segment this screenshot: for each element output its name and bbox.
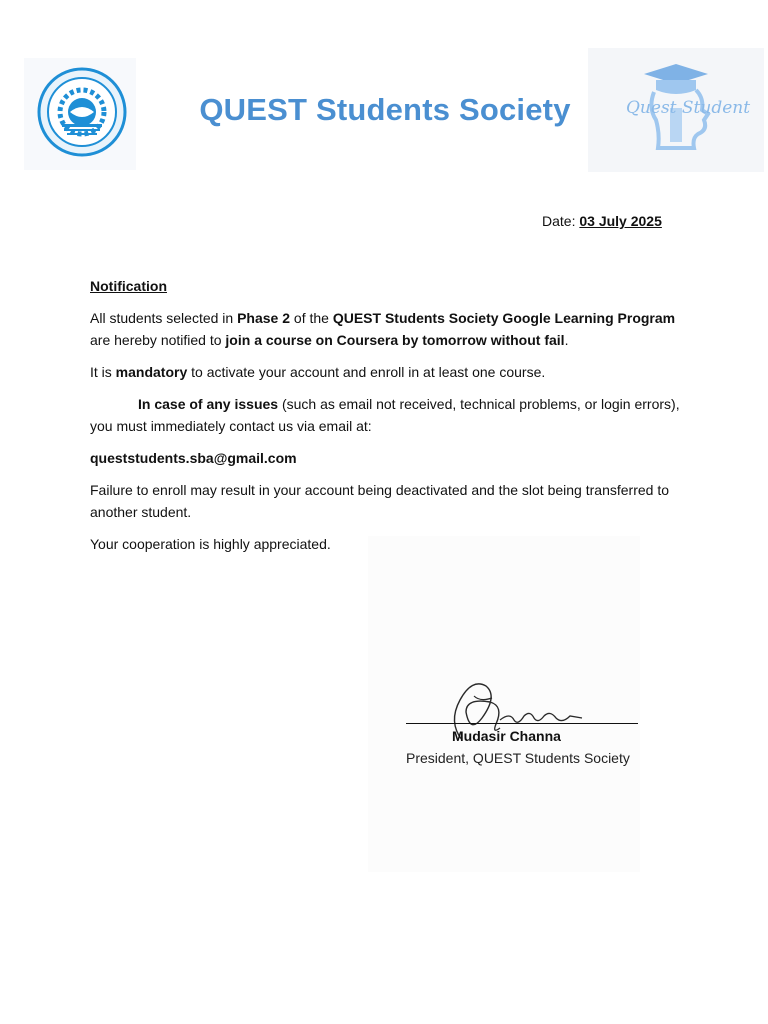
email-address[interactable]: queststudents.sba@gmail.com: [90, 450, 297, 466]
quest-student-logo-text: Quest Student: [626, 98, 751, 118]
notice-heading: Notification: [90, 278, 167, 294]
mandatory-emphasis: mandatory: [115, 364, 188, 380]
text-run: .: [564, 332, 569, 348]
university-emblem-icon: [24, 58, 136, 170]
paragraph-failure: Failure to enroll may result in your account being deactivated and the slot being transferred to another student.: [90, 482, 669, 520]
date-line: [542, 213, 662, 229]
signatory-role: President, QUEST Students Society: [406, 750, 630, 766]
text-run: to activate your account and enroll in at least one course.: [187, 364, 546, 380]
quest-student-logo: [588, 48, 764, 172]
issues-emphasis: In case of any issues: [138, 396, 279, 412]
signatory-name: Mudasir Channa: [452, 728, 561, 744]
text-run: of the: [290, 310, 333, 326]
paragraph-issues: [90, 393, 690, 437]
date-value: 03 July 2025: [579, 213, 662, 229]
text-run: are hereby notified to: [90, 332, 226, 348]
paragraph-phase2: [90, 307, 690, 351]
paragraph-closing: Your cooperation is highly appreciated.: [90, 536, 331, 552]
signature-line: [406, 723, 638, 724]
notice-body: [90, 275, 690, 565]
university-logo: [24, 58, 136, 170]
text-run: (such as email not received, technical problems, or login errors), you must immediately contact us via email at:: [90, 396, 680, 434]
text-run: It is: [90, 364, 116, 380]
page-title: QUEST Students Society: [199, 92, 571, 127]
contact-email[interactable]: [90, 447, 690, 469]
program-name: QUEST Students Society Google Learning Program: [332, 310, 676, 326]
phase-label: Phase 2: [237, 310, 291, 326]
paragraph-mandatory: [90, 361, 690, 383]
date-label: Date:: [542, 213, 576, 229]
text-run: All students selected in: [90, 310, 238, 326]
instruction-emphasis: join a course on Coursera by tomorrow without fail: [225, 332, 565, 348]
